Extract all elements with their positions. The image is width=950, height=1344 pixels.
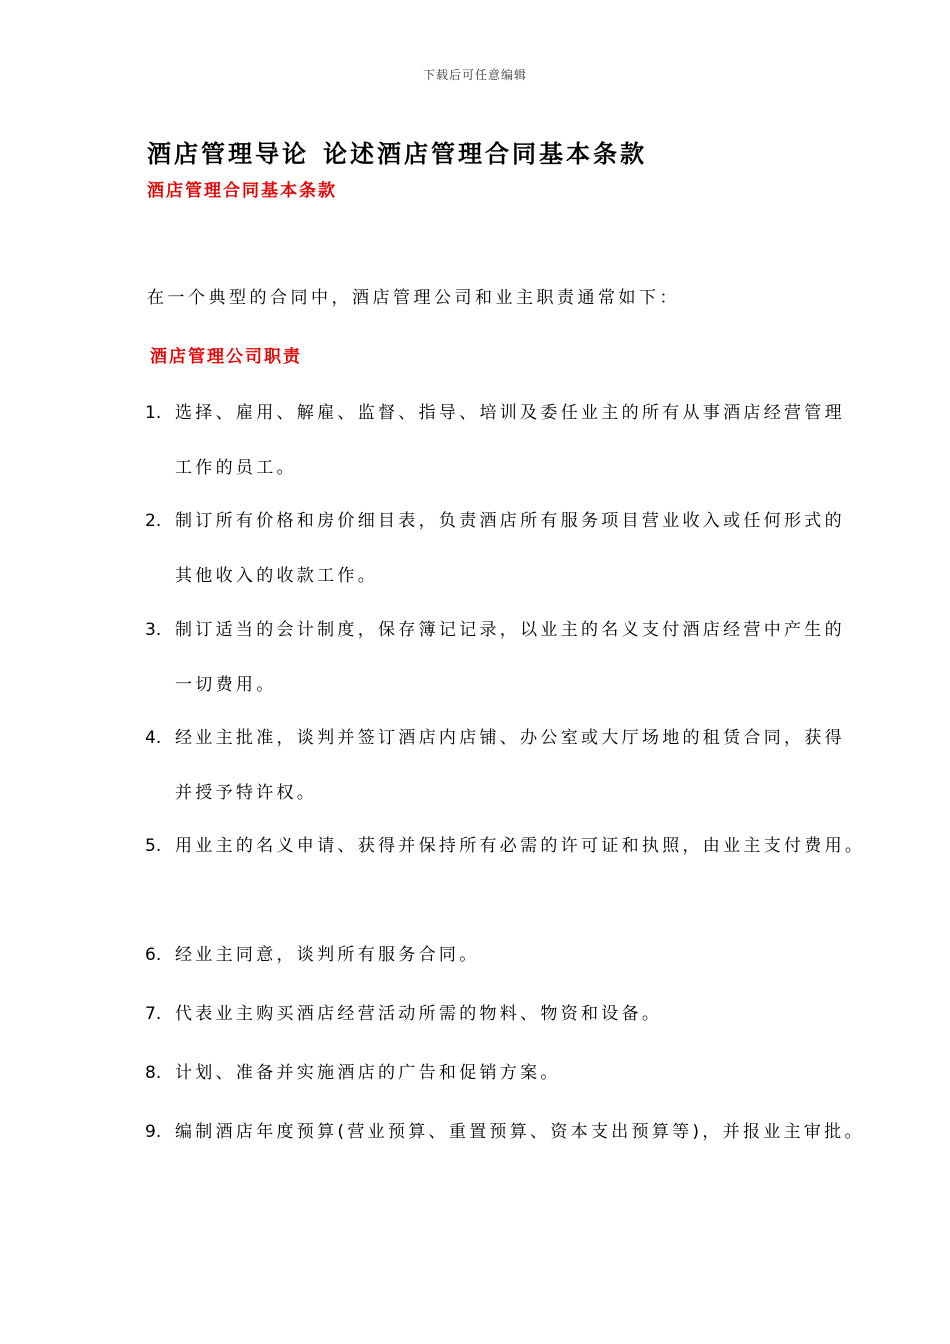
list-item-8 xyxy=(145,1058,561,1083)
list-item-number: 5. xyxy=(145,836,162,856)
section-heading: 酒店管理公司职责 xyxy=(150,347,302,367)
list-item-7 xyxy=(145,999,662,1024)
list-item-text: 用业主的名义申请、获得并保持所有必需的许可证和执照，由业主支付费用。 xyxy=(175,836,866,856)
list-item-text: 制订所有价格和房价细目表，负责酒店所有服务项目营业收入或任何形式的 xyxy=(175,511,845,531)
list-item-number: 4. xyxy=(145,728,162,748)
list-item-3 xyxy=(145,615,845,695)
list-item-4 xyxy=(145,723,845,803)
list-item-2 xyxy=(145,506,845,586)
list-item-text: 经业主同意，谈判所有服务合同。 xyxy=(175,945,480,965)
list-item-text: 计划、准备并实施酒店的广告和促销方案。 xyxy=(175,1063,561,1083)
intro-paragraph: 在一个典型的合同中，酒店管理公司和业主职责通常如下： xyxy=(147,288,680,308)
list-item-number: 9. xyxy=(145,1122,162,1142)
list-item-1 xyxy=(145,398,845,478)
list-item-number: 7. xyxy=(145,1004,162,1024)
list-item-text: 经业主批准，谈判并签订酒店内店铺、办公室或大厅场地的租赁合同，获得 xyxy=(175,728,845,748)
list-item-text: 代表业主购买酒店经营活动所需的物料、物资和设备。 xyxy=(175,1004,663,1024)
list-item-text-continued: 并授予特许权。 xyxy=(175,783,318,803)
title-part-course: 酒店管理导论 xyxy=(147,140,309,168)
list-item-text-continued: 工作的员工。 xyxy=(175,458,297,478)
list-item-text-continued: 一切费用。 xyxy=(175,675,277,695)
list-item-number: 6. xyxy=(145,945,162,965)
list-item-9 xyxy=(145,1117,865,1142)
list-item-number: 1. xyxy=(145,403,162,423)
list-item-text: 选择、雇用、解雇、监督、指导、培训及委任业主的所有从事酒店经营管理 xyxy=(175,403,845,423)
list-item-text: 编制酒店年度预算(营业预算、重置预算、资本支出预算等)，并报业主审批。 xyxy=(175,1122,865,1142)
list-item-text-continued: 其他收入的收款工作。 xyxy=(175,566,378,586)
list-item-5 xyxy=(145,831,865,856)
page-header-note: 下载后可任意编辑 xyxy=(422,68,527,82)
document-title xyxy=(147,134,647,169)
list-item-number: 3. xyxy=(145,620,162,640)
list-item-6 xyxy=(145,940,480,965)
document-subtitle: 酒店管理合同基本条款 xyxy=(147,181,337,201)
list-item-number: 2. xyxy=(145,511,162,531)
title-part-topic: 论述酒店管理合同基本条款 xyxy=(323,140,647,168)
list-item-text: 制订适当的会计制度，保存簿记记录，以业主的名义支付酒店经营中产生的 xyxy=(175,620,845,640)
list-item-number: 8. xyxy=(145,1063,162,1083)
